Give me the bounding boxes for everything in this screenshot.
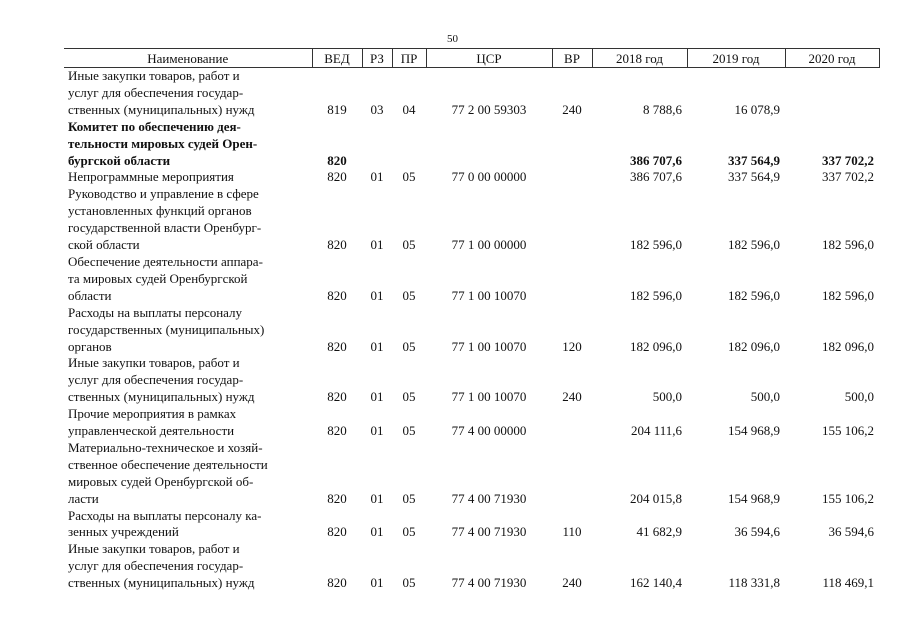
page-number: 50: [447, 33, 458, 45]
row-pr: 05: [402, 423, 416, 439]
row-vr: [552, 169, 592, 186]
row-y2018: 386 707,6: [630, 152, 682, 168]
table-row: [64, 508, 879, 542]
row-rz: 01: [370, 575, 384, 591]
header-csr: ЦСР: [426, 49, 552, 68]
table-row: [64, 440, 879, 508]
row-name-line: та мировых судей Оренбургской: [68, 270, 248, 286]
row-y2018: 41 682,9: [636, 524, 682, 540]
row-ved: 820: [327, 152, 347, 168]
row-name-line: Обеспечение деятельности аппара-: [68, 253, 263, 269]
row-y2019: 337 564,9: [728, 152, 780, 168]
row-ved: 820: [327, 389, 347, 405]
table-row: [64, 68, 879, 119]
row-pr: [392, 119, 426, 170]
header-ved: ВЕД: [312, 49, 362, 68]
row-name: [64, 186, 312, 254]
row-ved: 820: [327, 169, 347, 185]
row-pr: 05: [402, 338, 416, 354]
row-name-line: Расходы на выплаты персоналу: [68, 304, 243, 320]
row-csr: [426, 119, 552, 170]
row-y2020: 155 106,2: [822, 423, 874, 439]
row-name-line: Комитет по обеспечению дея-: [68, 118, 241, 134]
row-y2018: 162 140,4: [630, 575, 682, 591]
row-y2020: 182 596,0: [822, 237, 874, 253]
row-name-line: услуг для обеспечения государ-: [68, 84, 244, 100]
row-pr: 05: [402, 287, 416, 303]
row-name-line: государственных (муниципальных): [68, 321, 265, 337]
row-vr: [552, 406, 592, 440]
row-pr: 04: [402, 101, 416, 117]
row-pr: 05: [402, 575, 416, 591]
table-row: [64, 355, 879, 406]
row-ved: 820: [327, 524, 347, 540]
row-csr: 77 1 00 10070: [451, 338, 527, 354]
row-y2019: 182 096,0: [728, 338, 780, 354]
row-y2019: 337 564,9: [728, 169, 780, 185]
row-vr: 120: [562, 338, 582, 354]
row-csr: 77 1 00 00000: [451, 237, 527, 253]
row-y2018: 204 015,8: [630, 490, 682, 506]
row-name: [64, 254, 312, 305]
row-name: [64, 68, 312, 119]
row-y2018: 182 596,0: [630, 287, 682, 303]
row-ved: 820: [327, 575, 347, 591]
row-y2020: 337 702,2: [822, 152, 874, 168]
row-name-line: ственных (муниципальных) нужд: [68, 389, 255, 405]
table-header-row: [64, 49, 879, 68]
table-row: [64, 119, 879, 170]
row-name-line: ской области: [68, 237, 140, 253]
row-name-line: Руководство и управление в сфере: [68, 186, 259, 202]
row-rz: 01: [370, 423, 384, 439]
table-row: [64, 541, 879, 592]
row-name-line: области: [68, 287, 112, 303]
row-ved: 820: [327, 338, 347, 354]
row-y2018: 500,0: [652, 389, 682, 405]
row-y2020: 182 596,0: [822, 287, 874, 303]
row-rz: [362, 119, 392, 170]
row-csr: 77 0 00 00000: [451, 169, 527, 185]
row-name-line: Расходы на выплаты персоналу ка-: [68, 507, 262, 523]
row-vr: 110: [562, 524, 582, 540]
table-row: [64, 254, 879, 305]
header-vr: ВР: [552, 49, 592, 68]
row-name-line: органов: [68, 338, 112, 354]
row-y2019: 182 596,0: [728, 287, 780, 303]
row-y2020: 118 469,1: [822, 575, 874, 591]
row-pr: 05: [402, 524, 416, 540]
budget-table: [64, 48, 880, 592]
header-2020: 2020 год: [785, 49, 879, 68]
row-y2020: 182 096,0: [822, 338, 874, 354]
row-csr: 77 4 00 00000: [451, 423, 527, 439]
table-row: [64, 169, 879, 186]
row-name: [64, 169, 312, 186]
row-rz: 01: [370, 338, 384, 354]
row-y2019: 500,0: [750, 389, 780, 405]
row-vr: [552, 440, 592, 508]
row-name-line: мировых судей Оренбургской об-: [68, 473, 254, 489]
row-y2019: 16 078,9: [734, 101, 780, 117]
row-csr: 77 4 00 71930: [451, 575, 527, 591]
row-rz: 01: [370, 237, 384, 253]
row-csr: 77 1 00 10070: [451, 287, 527, 303]
row-name-line: управленческой деятельности: [68, 423, 235, 439]
row-name-line: Иные закупки товаров, работ и: [68, 355, 240, 371]
row-name-line: зенных учреждений: [68, 524, 179, 540]
row-name-line: ственное обеспечение деятельности: [68, 456, 268, 472]
row-name-line: Непрограммные мероприятия: [68, 169, 234, 185]
row-y2020: 155 106,2: [822, 490, 874, 506]
table-row: [64, 305, 879, 356]
row-name: [64, 440, 312, 508]
row-name: [64, 508, 312, 542]
row-rz: 01: [370, 490, 384, 506]
row-y2020: 36 594,6: [828, 524, 874, 540]
row-vr: [552, 186, 592, 254]
row-vr: 240: [562, 101, 582, 117]
row-rz: 01: [370, 524, 384, 540]
row-y2018: 8 788,6: [643, 101, 682, 117]
header-name: Наименование: [64, 49, 312, 68]
row-y2020: [785, 68, 879, 119]
row-name-line: Иные закупки товаров, работ и: [68, 68, 240, 83]
row-vr: 240: [562, 389, 582, 405]
row-ved: 820: [327, 237, 347, 253]
row-name-line: государственной власти Оренбург-: [68, 220, 262, 236]
row-y2020: 500,0: [844, 389, 874, 405]
row-y2018: 182 096,0: [630, 338, 682, 354]
row-name: [64, 406, 312, 440]
table-row: [64, 406, 879, 440]
row-y2019: 36 594,6: [734, 524, 780, 540]
row-name: [64, 305, 312, 356]
row-ved: 820: [327, 287, 347, 303]
row-name-line: бургской области: [68, 152, 171, 168]
row-name-line: услуг для обеспечения государ-: [68, 372, 244, 388]
row-y2020: 337 702,2: [822, 169, 874, 185]
header-rz: РЗ: [362, 49, 392, 68]
header-2018: 2018 год: [592, 49, 687, 68]
row-y2019: 154 968,9: [728, 490, 780, 506]
row-pr: 05: [402, 169, 416, 185]
row-name-line: ласти: [68, 490, 99, 506]
row-name-line: Прочие мероприятия в рамках: [68, 406, 237, 422]
row-name-line: ственных (муниципальных) нужд: [68, 101, 255, 117]
row-csr: 77 1 00 10070: [451, 389, 527, 405]
row-y2018: 182 596,0: [630, 237, 682, 253]
row-rz: 03: [370, 101, 384, 117]
row-name-line: тельности мировых судей Орен-: [68, 135, 258, 151]
row-vr: [552, 254, 592, 305]
row-ved: 819: [327, 101, 347, 117]
row-y2019: 182 596,0: [728, 237, 780, 253]
row-y2019: 154 968,9: [728, 423, 780, 439]
table-body: [64, 68, 879, 593]
row-name-line: услуг для обеспечения государ-: [68, 558, 244, 574]
row-y2018: 204 111,6: [630, 423, 682, 439]
row-y2018: 386 707,6: [630, 169, 682, 185]
header-pr: ПР: [392, 49, 426, 68]
row-csr: 77 4 00 71930: [451, 490, 527, 506]
row-rz: 01: [370, 389, 384, 405]
row-vr: [552, 119, 592, 170]
row-y2019: 118 331,8: [728, 575, 780, 591]
table-row: [64, 186, 879, 254]
row-name-line: Материально-техническое и хозяй-: [68, 439, 263, 455]
row-vr: 240: [562, 575, 582, 591]
row-ved: 820: [327, 423, 347, 439]
row-rz: 01: [370, 287, 384, 303]
header-2019: 2019 год: [687, 49, 785, 68]
row-pr: 05: [402, 237, 416, 253]
row-name-line: Иные закупки товаров, работ и: [68, 541, 240, 557]
row-pr: 05: [402, 389, 416, 405]
row-name: [64, 355, 312, 406]
row-rz: 01: [370, 169, 384, 185]
row-pr: 05: [402, 490, 416, 506]
row-name-line: ственных (муниципальных) нужд: [68, 575, 255, 591]
row-name: [64, 119, 312, 170]
row-name-line: установленных функций органов: [68, 203, 252, 219]
row-ved: 820: [327, 490, 347, 506]
row-csr: 77 4 00 71930: [451, 524, 527, 540]
row-csr: 77 2 00 59303: [451, 101, 527, 117]
row-name: [64, 541, 312, 592]
